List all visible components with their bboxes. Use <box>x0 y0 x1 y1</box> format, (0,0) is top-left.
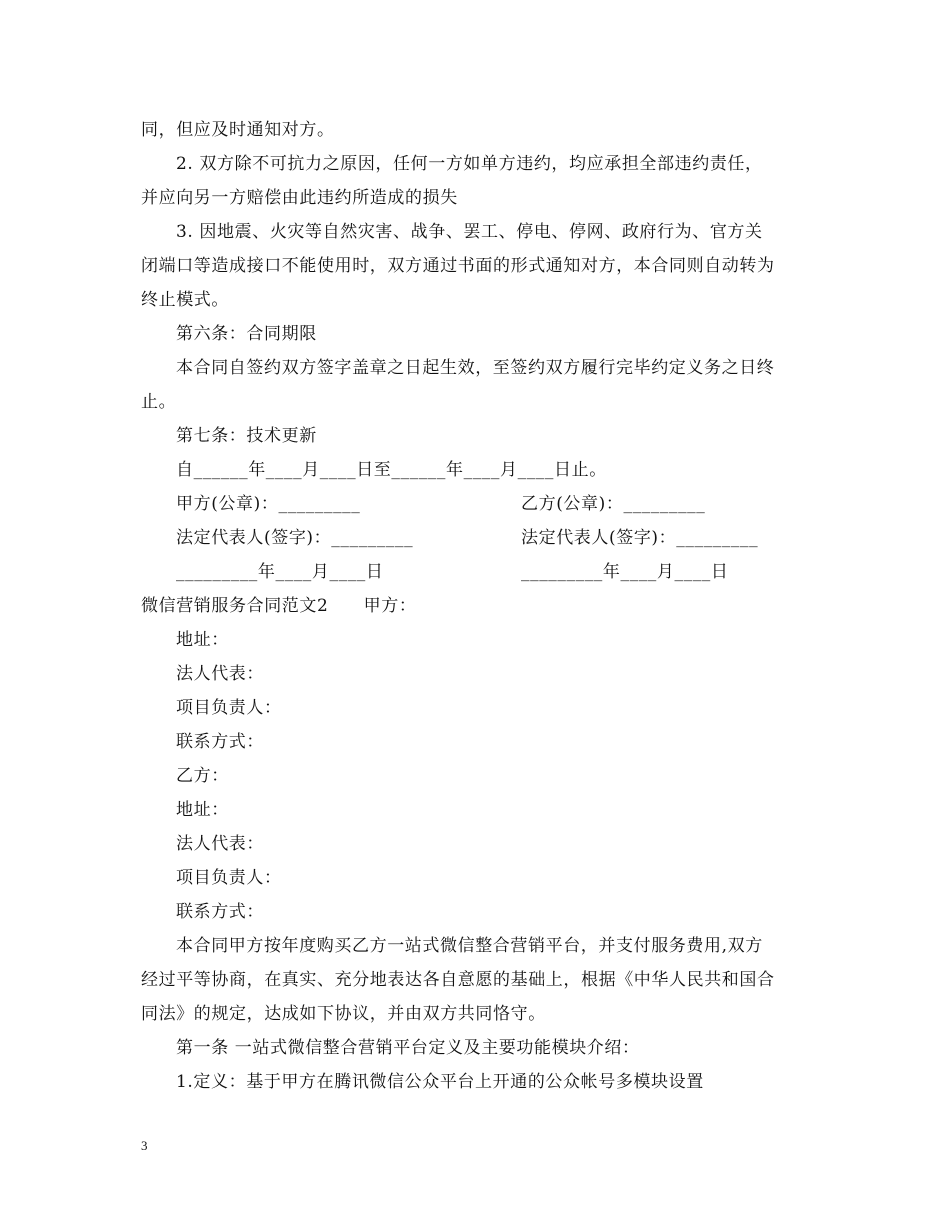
text-line: 3. 因地震、火灾等自然灾害、战争、罢工、停电、停网、政府行为、官方关 <box>176 222 763 242</box>
field-label: 法人代表： <box>176 664 264 684</box>
party-a-representative: 法定代表人(签字)：_________ <box>176 528 414 548</box>
field-label: 联系方式： <box>176 732 264 752</box>
text-line: 并应向另一方赔偿由此违约所造成的损失 <box>141 188 458 208</box>
field-label: 乙方： <box>176 766 229 786</box>
text-line: 1.定义：基于甲方在腾讯微信公众平台上开通的公众帐号多模块设置 <box>176 1072 704 1092</box>
section-heading: 第一条 一站式微信整合营销平台定义及主要功能模块介绍： <box>176 1038 640 1058</box>
party-a-seal: 甲方(公章)：_________ <box>176 494 361 514</box>
field-label: 法人代表： <box>176 834 264 854</box>
document-title-line: 微信营销服务合同范文2 甲方： <box>141 596 417 616</box>
party-b-seal: 乙方(公章)：_________ <box>521 494 706 514</box>
field-label: 地址： <box>176 630 229 650</box>
field-label: 联系方式： <box>176 902 264 922</box>
text-line: 同法》的规定，达成如下协议，并由双方共同恪守。 <box>141 1004 546 1024</box>
page-number: 3 <box>141 1138 148 1153</box>
text-line: 经过平等协商，在真实、充分地表达各自意愿的基础上，根据《中华人民共和国合 <box>141 970 775 990</box>
section-heading: 第六条：合同期限 <box>176 324 317 344</box>
text-line: 本合同自签约双方签字盖章之日起生效，至签约双方履行完毕约定义务之日终 <box>176 358 775 378</box>
text-line: 同，但应及时通知对方。 <box>141 120 335 140</box>
party-a-date: _________年____月____日 <box>176 562 384 582</box>
party-b-date: _________年____月____日 <box>521 562 729 582</box>
text-line: 止。 <box>141 392 177 412</box>
text-line: 终止模式。 <box>141 290 229 310</box>
field-label: 项目负责人： <box>176 868 282 888</box>
text-line: 闭端口等造成接口不能使用时，双方通过书面的形式通知对方，本合同则自动转为 <box>141 256 775 276</box>
party-b-representative: 法定代表人(签字)：_________ <box>521 528 759 548</box>
field-label: 项目负责人： <box>176 698 282 718</box>
text-line: 本合同甲方按年度购买乙方一站式微信整合营销平台，并支付服务费用,双方 <box>176 936 763 956</box>
section-heading: 第七条：技术更新 <box>176 426 317 446</box>
field-label: 地址： <box>176 800 229 820</box>
text-line: 2. 双方除不可抗力之原因，任何一方如单方违约，均应承担全部违约责任， <box>176 154 763 174</box>
date-range-line: 自______年____月____日至______年____月____日止。 <box>176 460 607 480</box>
